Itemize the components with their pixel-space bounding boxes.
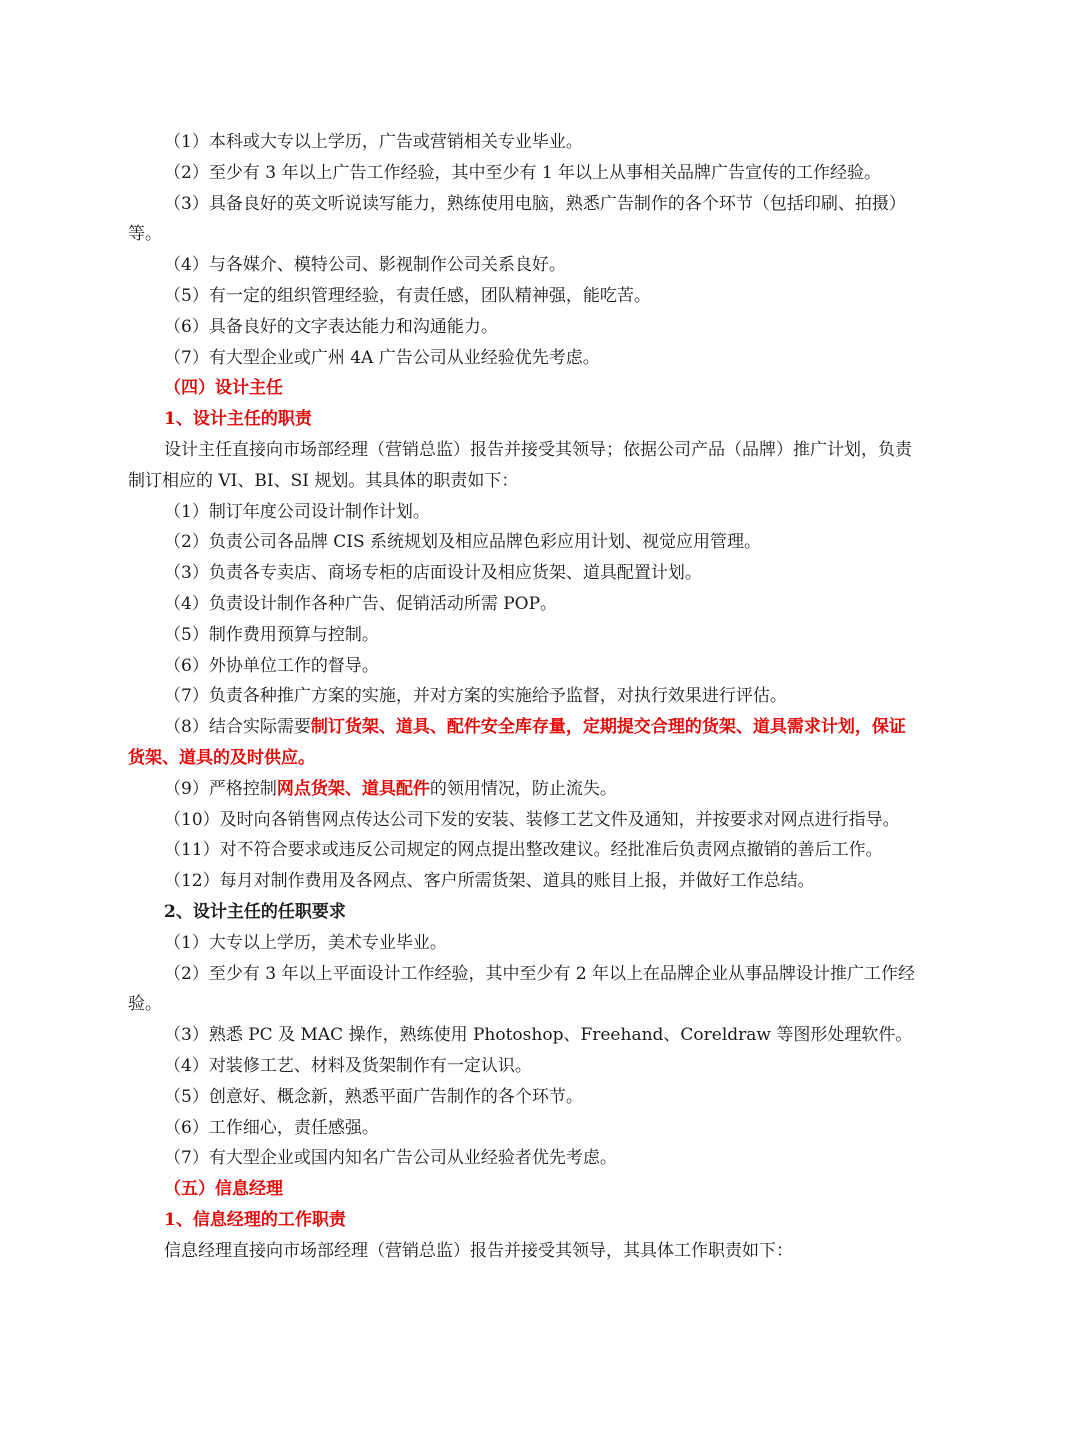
requirement-item: （5）有一定的组织管理经验，有责任感，团队精神强，能吃苦。	[164, 285, 651, 306]
subheading-info-duty: 1、信息经理的工作职责	[164, 1209, 346, 1230]
requirement-item: （1）大专以上学历，美术专业毕业。	[164, 932, 447, 953]
requirement-item-continuation: 验。	[128, 994, 162, 1015]
paragraph-continuation: 制订相应的 VI、BI、SI 规划。其具体的职责如下：	[128, 470, 519, 491]
duty-item-prefix: （8）结合实际需要	[164, 717, 311, 738]
requirement-item-continuation: 等。	[128, 224, 162, 245]
duty-item: （4）负责设计制作各种广告、促销活动所需 POP。	[164, 593, 558, 614]
section-heading-design: （四）设计主任	[164, 378, 283, 399]
duty-item: （11）对不符合要求或违反公司规定的网点提出整改建议。经批准后负责网点撤销的善后工作。	[164, 840, 883, 861]
highlight-text-continuation: 货架、道具的及时供应。	[128, 747, 315, 768]
requirement-item: （7）有大型企业或国内知名广告公司从业经验者优先考虑。	[164, 1148, 617, 1169]
duty-item: （6）外协单位工作的督导。	[164, 655, 379, 676]
subheading-design-requirements: 2、设计主任的任职要求	[164, 901, 346, 922]
requirement-item: （6）具备良好的文字表达能力和沟通能力。	[164, 316, 498, 337]
requirement-item: （5）创意好、概念新，熟悉平面广告制作的各个环节。	[164, 1086, 583, 1107]
requirement-item: （4）对装修工艺、材料及货架制作有一定认识。	[164, 1055, 532, 1076]
paragraph: 信息经理直接向市场部经理（营销总监）报告并接受其领导，其具体工作职责如下：	[164, 1240, 793, 1261]
requirement-item: （2）至少有 3 年以上广告工作经验，其中至少有 1 年以上从事相关品牌广告宣传的工作经验。	[164, 162, 882, 183]
duty-item-suffix: 的领用情况，防止流失。	[429, 778, 617, 799]
requirement-item: （1）本科或大专以上学历，广告或营销相关专业毕业。	[164, 132, 583, 152]
duty-item: （5）制作费用预算与控制。	[164, 624, 379, 645]
requirement-item: （4）与各媒介、模特公司、影视制作公司关系良好。	[164, 255, 566, 276]
requirement-item: （3）具备良好的英文听说读写能力，熟练使用电脑，熟悉广告制作的各个环节（包括印刷、拍摄）	[164, 193, 906, 214]
highlight-text: 制订货架、道具、配件安全库存量，定期提交合理的货架、道具需求计划，保证	[310, 717, 906, 738]
duty-item: （12）每月对制作费用及各网点、客户所需货架、道具的账目上报，并做好工作总结。	[164, 871, 815, 892]
duty-item	[128, 774, 952, 805]
duty-item	[128, 712, 952, 743]
section-heading-info: （五）信息经理	[164, 1179, 283, 1200]
requirement-item: （6）工作细心，责任感强。	[164, 1117, 379, 1138]
requirement-item: （7）有大型企业或广州 4A 广告公司从业经验优先考虑。	[164, 347, 600, 368]
duty-item: （7）负责各种推广方案的实施，并对方案的实施给予监督，对执行效果进行评估。	[164, 686, 787, 707]
duty-item: （1）制订年度公司设计制作计划。	[164, 501, 430, 522]
requirement-item: （3）熟悉 PC 及 MAC 操作，熟练使用 Photoshop、Freehand、Coreldraw 等图形处理软件。	[164, 1025, 913, 1046]
duty-item: （3）负责各专卖店、商场专柜的店面设计及相应货架、道具配置计划。	[164, 563, 702, 584]
subheading-design-duty: 1、设计主任的职责	[164, 409, 312, 430]
requirement-item: （2）至少有 3 年以上平面设计工作经验，其中至少有 2 年以上在品牌企业从事品牌设计推广工作经	[164, 963, 916, 984]
highlight-text: 网点货架、道具配件	[276, 778, 430, 799]
duty-item-prefix: （9）严格控制	[164, 778, 277, 799]
paragraph: 设计主任直接向市场部经理（营销总监）报告并接受其领导；依据公司产品（品牌）推广计划，负责	[164, 439, 912, 460]
duty-item: （10）及时向各销售网点传达公司下发的安装、装修工艺文件及通知，并按要求对网点进行指导。	[164, 809, 900, 830]
duty-item: （2）负责公司各品牌 CIS 系统规划及相应品牌色彩应用计划、视觉应用管理。	[164, 532, 761, 553]
